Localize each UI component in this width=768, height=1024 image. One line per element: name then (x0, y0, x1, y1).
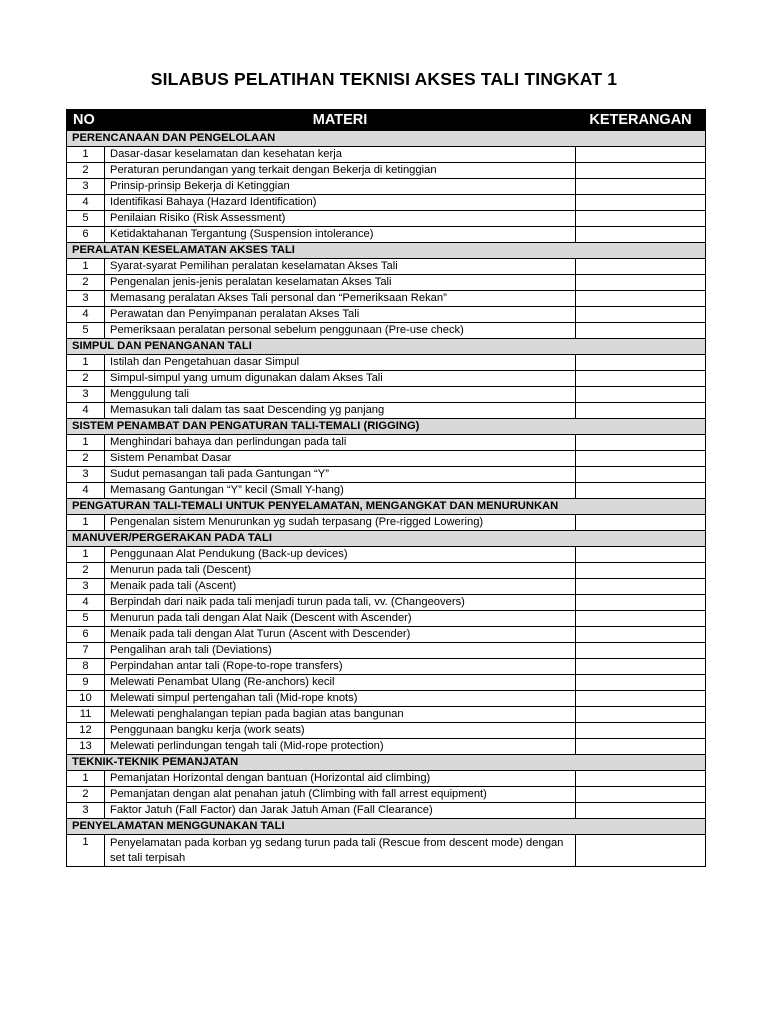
item-keterangan (576, 611, 706, 627)
item-number: 3 (67, 467, 105, 483)
item-materi: Melewati perlindungan tengah tali (Mid-rope protection) (105, 739, 576, 755)
item-keterangan (576, 691, 706, 707)
item-keterangan (576, 435, 706, 451)
item-number: 3 (67, 579, 105, 595)
table-row (67, 467, 706, 483)
table-row (67, 627, 706, 643)
item-number: 2 (67, 371, 105, 387)
item-number: 4 (67, 595, 105, 611)
item-number: 1 (67, 259, 105, 275)
item-materi: Melewati penghalangan tepian pada bagian atas bangunan (105, 707, 576, 723)
table-row (67, 515, 706, 531)
table-row (67, 739, 706, 755)
table-row (67, 291, 706, 307)
item-keterangan (576, 291, 706, 307)
section-header-row (67, 755, 706, 771)
table-row (67, 435, 706, 451)
item-keterangan (576, 307, 706, 323)
item-materi: Menggulung tali (105, 387, 576, 403)
item-materi: Pengenalan jenis-jenis peralatan keselamatan Akses Tali (105, 275, 576, 291)
item-keterangan (576, 179, 706, 195)
item-keterangan (576, 211, 706, 227)
item-number: 1 (67, 835, 105, 867)
section-title: PERENCANAAN DAN PENGELOLAAN (67, 131, 706, 147)
table-row (67, 403, 706, 419)
item-keterangan (576, 643, 706, 659)
table-row (67, 659, 706, 675)
item-number: 3 (67, 803, 105, 819)
item-number: 2 (67, 275, 105, 291)
item-number: 2 (67, 787, 105, 803)
item-keterangan (576, 515, 706, 531)
item-keterangan (576, 467, 706, 483)
table-row (67, 355, 706, 371)
table-row (67, 371, 706, 387)
item-number: 1 (67, 147, 105, 163)
item-materi: Simpul-simpul yang umum digunakan dalam Akses Tali (105, 371, 576, 387)
table-row (67, 707, 706, 723)
item-number: 2 (67, 163, 105, 179)
item-number: 13 (67, 739, 105, 755)
table-row (67, 387, 706, 403)
item-keterangan (576, 563, 706, 579)
table-row (67, 483, 706, 499)
item-number: 4 (67, 195, 105, 211)
table-row (67, 195, 706, 211)
item-materi: Penilaian Risiko (Risk Assessment) (105, 211, 576, 227)
table-row (67, 451, 706, 467)
item-keterangan (576, 403, 706, 419)
item-materi: Penyelamatan pada korban yg sedang turun pada tali (Rescue from descent mode) dengan set tali terpisah (105, 835, 576, 867)
item-keterangan (576, 659, 706, 675)
item-keterangan (576, 547, 706, 563)
syllabus-table (66, 109, 706, 867)
item-keterangan (576, 803, 706, 819)
item-number: 10 (67, 691, 105, 707)
item-number: 4 (67, 403, 105, 419)
header-no: NO (67, 110, 105, 131)
item-keterangan (576, 387, 706, 403)
table-row (67, 579, 706, 595)
table-row (67, 771, 706, 787)
item-materi: Pengenalan sistem Menurunkan yg sudah terpasang (Pre-rigged Lowering) (105, 515, 576, 531)
item-number: 3 (67, 179, 105, 195)
item-materi: Menurun pada tali (Descent) (105, 563, 576, 579)
item-keterangan (576, 595, 706, 611)
section-header-row (67, 339, 706, 355)
table-row (67, 643, 706, 659)
item-materi: Menaik pada tali (Ascent) (105, 579, 576, 595)
section-header-row (67, 419, 706, 435)
item-materi: Sistem Penambat Dasar (105, 451, 576, 467)
item-materi: Pemeriksaan peralatan personal sebelum penggunaan (Pre-use check) (105, 323, 576, 339)
table-row (67, 675, 706, 691)
section-header-row (67, 819, 706, 835)
item-number: 12 (67, 723, 105, 739)
item-number: 11 (67, 707, 105, 723)
item-keterangan (576, 771, 706, 787)
table-row (67, 307, 706, 323)
table-header-row (67, 110, 706, 131)
item-number: 2 (67, 563, 105, 579)
item-number: 1 (67, 547, 105, 563)
item-keterangan (576, 627, 706, 643)
item-materi: Berpindah dari naik pada tali menjadi turun pada tali, vv. (Changeovers) (105, 595, 576, 611)
item-materi: Memasukan tali dalam tas saat Descending yg panjang (105, 403, 576, 419)
table-row (67, 275, 706, 291)
item-materi: Syarat-syarat Pemilihan peralatan keselamatan Akses Tali (105, 259, 576, 275)
section-title: MANUVER/PERGERAKAN PADA TALI (67, 531, 706, 547)
item-number: 3 (67, 291, 105, 307)
item-number: 1 (67, 515, 105, 531)
table-row (67, 691, 706, 707)
table-row (67, 835, 706, 867)
item-materi: Istilah dan Pengetahuan dasar Simpul (105, 355, 576, 371)
item-materi: Melewati Penambat Ulang (Re-anchors) kecil (105, 675, 576, 691)
item-number: 8 (67, 659, 105, 675)
section-title: SIMPUL DAN PENANGANAN TALI (67, 339, 706, 355)
item-materi: Faktor Jatuh (Fall Factor) dan Jarak Jatuh Aman (Fall Clearance) (105, 803, 576, 819)
table-row (67, 595, 706, 611)
section-title: PENYELAMATAN MENGGUNAKAN TALI (67, 819, 706, 835)
section-header-row (67, 531, 706, 547)
item-number: 9 (67, 675, 105, 691)
item-materi: Perpindahan antar tali (Rope-to-rope transfers) (105, 659, 576, 675)
table-row (67, 179, 706, 195)
item-keterangan (576, 275, 706, 291)
header-materi: MATERI (105, 110, 576, 131)
item-keterangan (576, 739, 706, 755)
item-keterangan (576, 323, 706, 339)
item-number: 6 (67, 627, 105, 643)
item-materi: Identifikasi Bahaya (Hazard Identification) (105, 195, 576, 211)
section-title: PENGATURAN TALI-TEMALI UNTUK PENYELAMATAN, MENGANGKAT DAN MENURUNKAN (67, 499, 706, 515)
item-number: 2 (67, 451, 105, 467)
item-materi: Memasang peralatan Akses Tali personal dan “Pemeriksaan Rekan” (105, 291, 576, 307)
item-keterangan (576, 451, 706, 467)
item-keterangan (576, 675, 706, 691)
page-title: SILABUS PELATIHAN TEKNISI AKSES TALI TINGKAT 1 (150, 69, 618, 89)
table-row (67, 211, 706, 227)
item-materi: Menaik pada tali dengan Alat Turun (Ascent with Descender) (105, 627, 576, 643)
table-row (67, 323, 706, 339)
table-row (67, 147, 706, 163)
item-materi: Memasang Gantungan “Y” kecil (Small Y-hang) (105, 483, 576, 499)
table-row (67, 563, 706, 579)
table-row (67, 803, 706, 819)
section-header-row (67, 131, 706, 147)
item-materi: Menghindari bahaya dan perlindungan pada tali (105, 435, 576, 451)
item-keterangan (576, 259, 706, 275)
item-materi: Pemanjatan dengan alat penahan jatuh (Climbing with fall arrest equipment) (105, 787, 576, 803)
item-materi: Pemanjatan Horizontal dengan bantuan (Horizontal aid climbing) (105, 771, 576, 787)
table-row (67, 259, 706, 275)
item-materi: Prinsip-prinsip Bekerja di Ketinggian (105, 179, 576, 195)
table-row (67, 163, 706, 179)
item-number: 5 (67, 211, 105, 227)
item-materi: Penggunaan Alat Pendukung (Back-up devices) (105, 547, 576, 563)
item-materi: Sudut pemasangan tali pada Gantungan “Y” (105, 467, 576, 483)
item-keterangan (576, 147, 706, 163)
section-title: TEKNIK-TEKNIK PEMANJATAN (67, 755, 706, 771)
item-number: 1 (67, 435, 105, 451)
table-row (67, 723, 706, 739)
item-keterangan (576, 707, 706, 723)
item-number: 6 (67, 227, 105, 243)
item-number: 7 (67, 643, 105, 659)
item-materi: Perawatan dan Penyimpanan peralatan Akses Tali (105, 307, 576, 323)
item-keterangan (576, 195, 706, 211)
table-row (67, 547, 706, 563)
item-number: 5 (67, 611, 105, 627)
item-number: 1 (67, 771, 105, 787)
item-materi: Ketidaktahanan Tergantung (Suspension intolerance) (105, 227, 576, 243)
item-number: 4 (67, 483, 105, 499)
item-keterangan (576, 835, 706, 867)
item-keterangan (576, 163, 706, 179)
item-number: 4 (67, 307, 105, 323)
item-keterangan (576, 227, 706, 243)
header-keterangan: KETERANGAN (576, 110, 706, 131)
item-keterangan (576, 371, 706, 387)
item-materi: Dasar-dasar keselamatan dan kesehatan kerja (105, 147, 576, 163)
syllabus-body (67, 131, 706, 867)
section-header-row (67, 243, 706, 259)
table-row (67, 787, 706, 803)
item-number: 5 (67, 323, 105, 339)
item-materi: Melewati simpul pertengahan tali (Mid-rope knots) (105, 691, 576, 707)
section-title: SISTEM PENAMBAT DAN PENGATURAN TALI-TEMALI (RIGGING) (67, 419, 706, 435)
table-row (67, 227, 706, 243)
item-keterangan (576, 483, 706, 499)
section-header-row (67, 499, 706, 515)
item-materi: Menurun pada tali dengan Alat Naik (Descent with Ascender) (105, 611, 576, 627)
item-keterangan (576, 355, 706, 371)
item-materi: Pengalihan arah tali (Deviations) (105, 643, 576, 659)
item-keterangan (576, 787, 706, 803)
item-keterangan (576, 579, 706, 595)
item-keterangan (576, 723, 706, 739)
item-number: 1 (67, 355, 105, 371)
item-materi: Peraturan perundangan yang terkait dengan Bekerja di ketinggian (105, 163, 576, 179)
item-materi: Penggunaan bangku kerja (work seats) (105, 723, 576, 739)
table-row (67, 611, 706, 627)
section-title: PERALATAN KESELAMATAN AKSES TALI (67, 243, 706, 259)
item-number: 3 (67, 387, 105, 403)
